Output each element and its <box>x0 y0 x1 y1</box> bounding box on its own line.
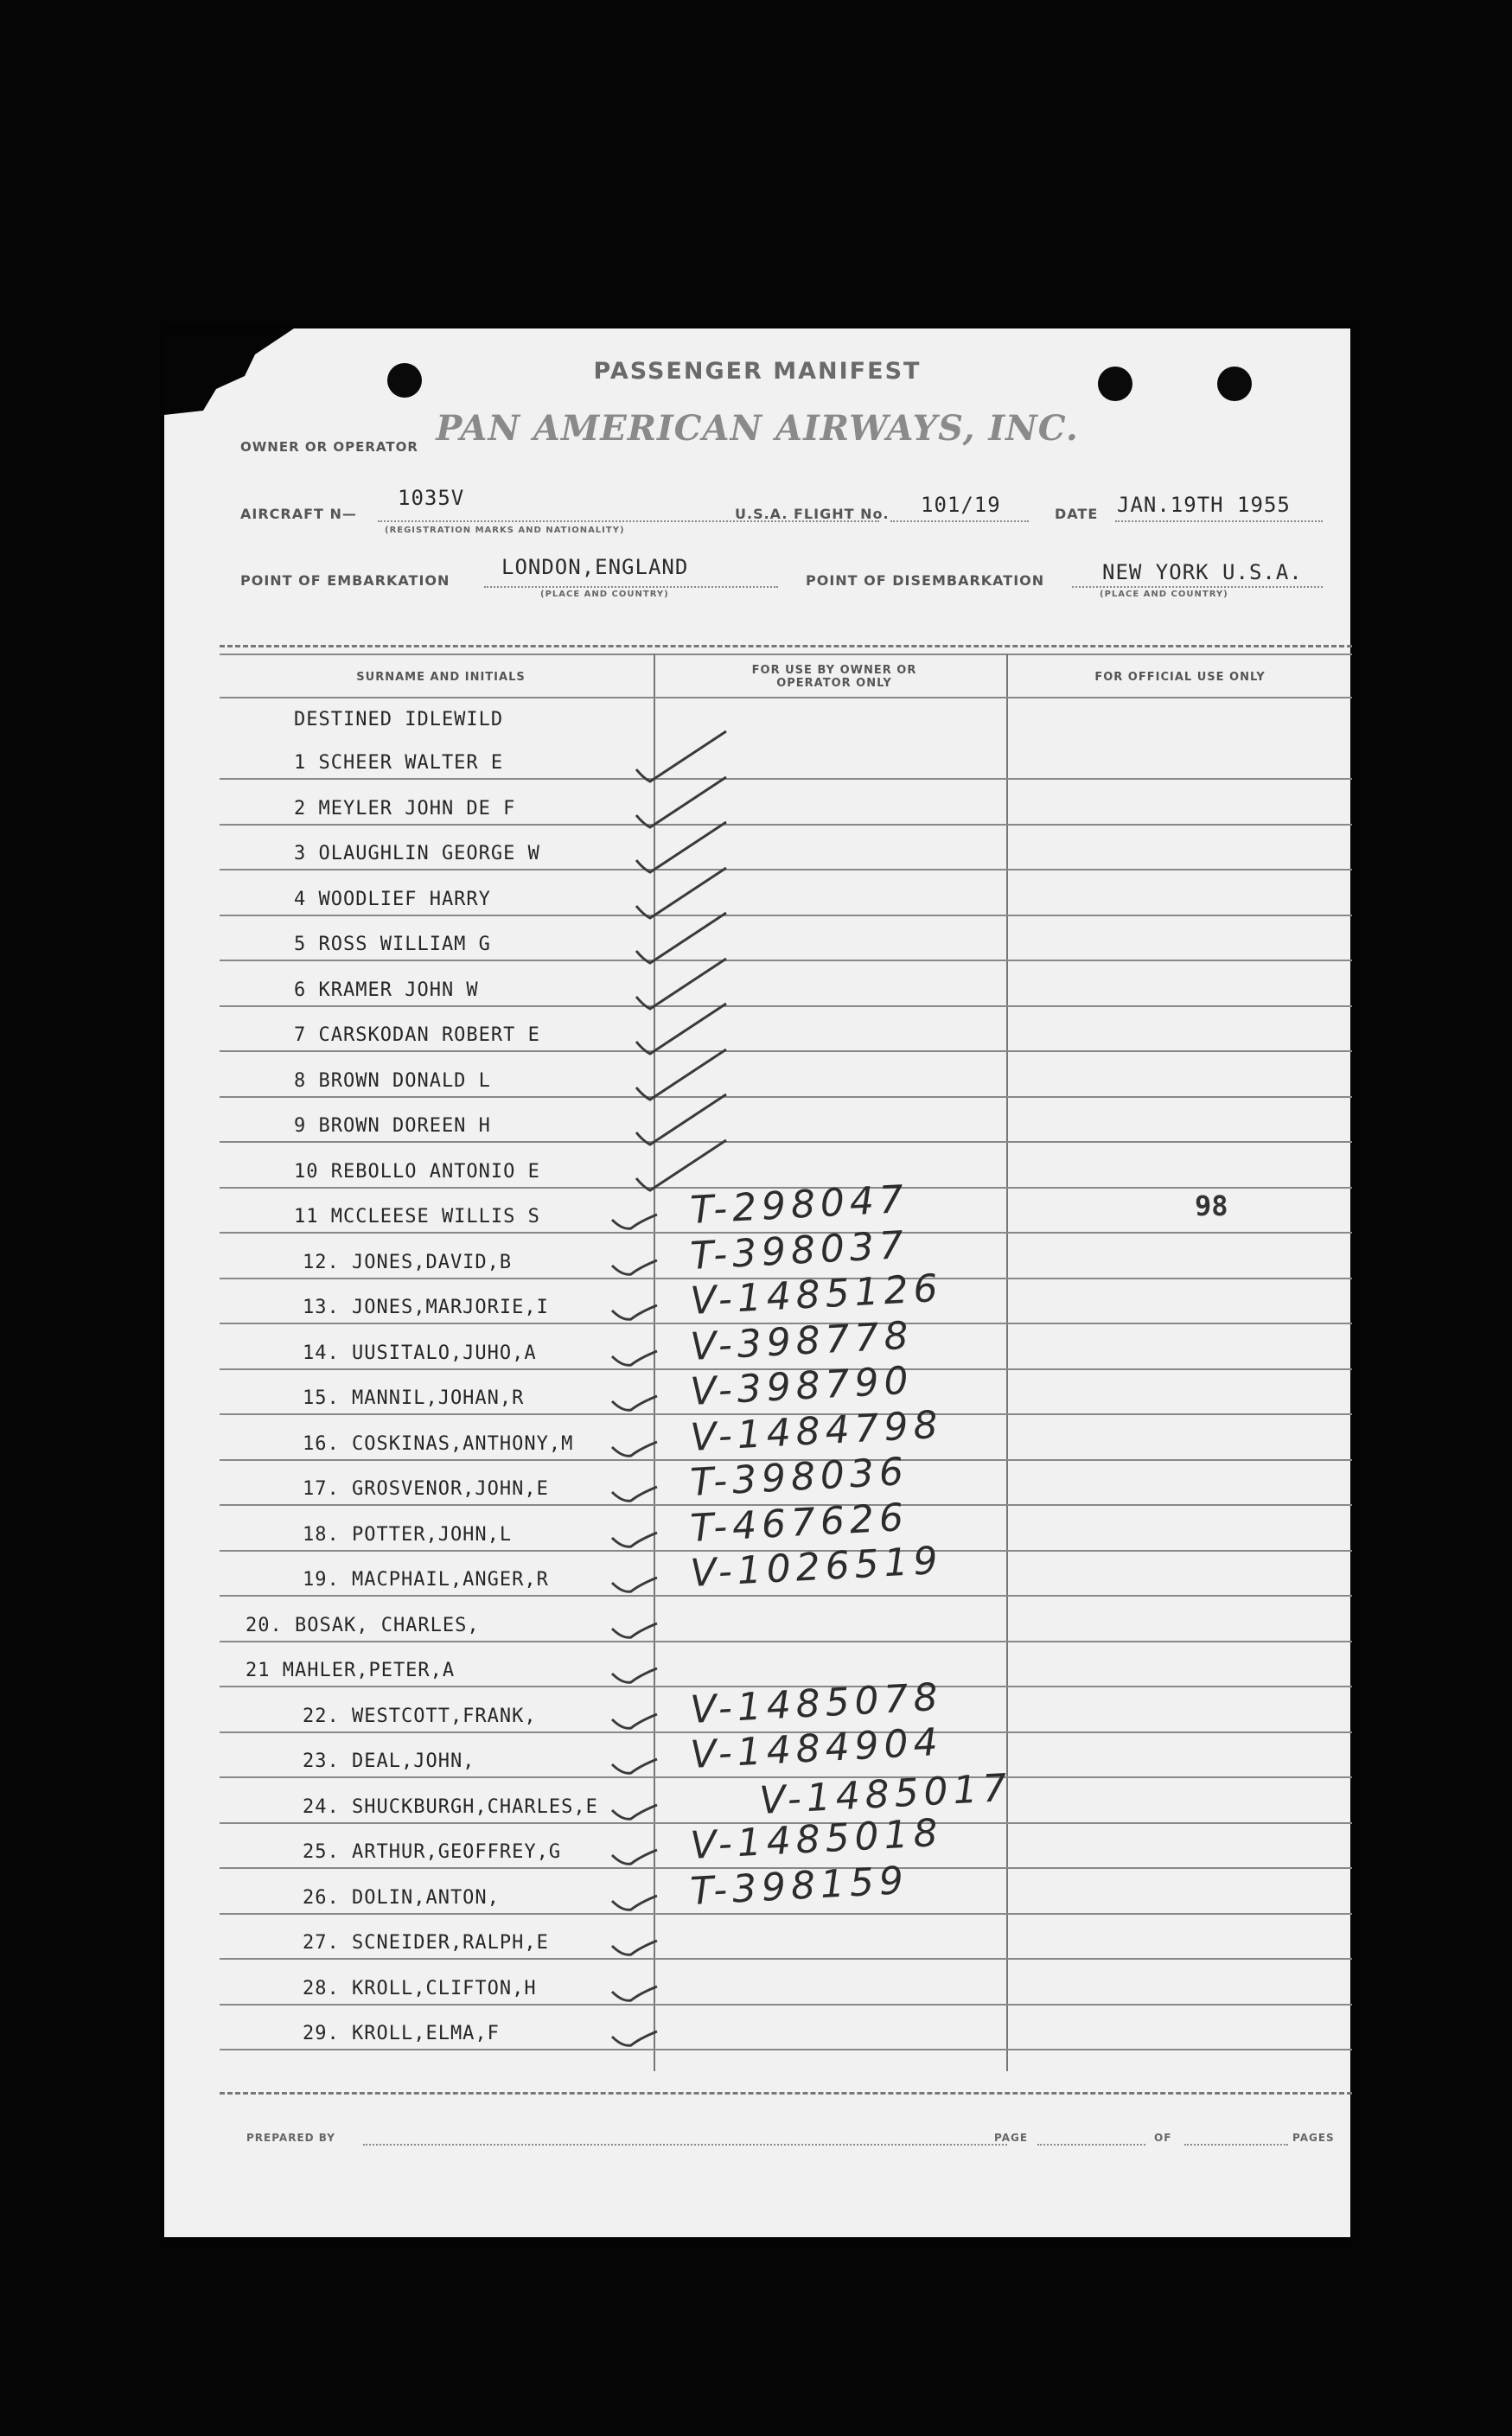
visa-number: T-467626 <box>689 1495 910 1551</box>
passenger-entry: 26. DOLIN,ANTON, <box>303 1887 500 1909</box>
official-mark: 98 <box>1195 1189 1228 1222</box>
row-rule <box>220 778 1352 780</box>
manifest-title: PASSENGER MANIFEST <box>593 358 922 385</box>
check-mark-icon <box>605 1999 709 2059</box>
passenger-entry: 5 ROSS WILLIAM G <box>294 934 491 955</box>
row-rule <box>220 960 1352 961</box>
passenger-entry: 4 WOODLIEF HARRY <box>294 889 491 910</box>
row-rule <box>220 1141 1352 1143</box>
passenger-entry: 17. GROSVENOR,JOHN,E <box>303 1478 549 1500</box>
embarkation-label: POINT OF EMBARKATION <box>240 572 450 589</box>
table-top-border <box>220 645 1352 647</box>
passenger-entry: 21 MAHLER,PETER,A <box>246 1660 456 1681</box>
flight-underline <box>890 520 1029 522</box>
visa-number: T-398037 <box>689 1222 910 1279</box>
date-label: DATE <box>1055 506 1099 522</box>
disembarkation-label: POINT OF DISEMBARKATION <box>806 572 1045 589</box>
row-rule <box>220 1958 1352 1960</box>
passenger-entry: 28. KROLL,CLIFTON,H <box>303 1978 537 1999</box>
aircraft-sublabel: (REGISTRATION MARKS AND NATIONALITY) <box>385 526 625 535</box>
passenger-entry: 1 SCHEER WALTER E <box>294 752 504 774</box>
column-divider <box>1006 654 1008 2071</box>
passenger-entry: 24. SHUCKBURGH,CHARLES,E <box>303 1796 598 1818</box>
row-rule <box>220 869 1352 870</box>
visa-number: V-398790 <box>689 1358 915 1414</box>
date-underline <box>1115 520 1323 522</box>
page-label: PAGE <box>994 2132 1029 2144</box>
column-header-surname: SURNAME AND INITIALS <box>356 671 526 684</box>
passenger-entry: 8 BROWN DONALD L <box>294 1070 491 1092</box>
disembarkation-value: NEW YORK U.S.A. <box>1102 560 1303 584</box>
of-label: OF <box>1154 2132 1172 2144</box>
passenger-entry: 23. DEAL,JOHN, <box>303 1750 475 1772</box>
destination-text: DESTINED IDLEWILD <box>294 709 504 730</box>
passenger-entry: 2 MEYLER JOHN DE F <box>294 798 516 819</box>
flight-label: U.S.A. FLIGHT No. <box>735 506 890 522</box>
passenger-entry: 27. SCNEIDER,RALPH,E <box>303 1932 549 1954</box>
passenger-entry: 29. KROLL,ELMA,F <box>303 2023 500 2044</box>
visa-number: T-398159 <box>689 1858 910 1914</box>
passenger-entry: 13. JONES,MARJORIE,I <box>303 1297 549 1318</box>
row-rule <box>220 1641 1352 1642</box>
date-value: JAN.19TH 1955 <box>1117 493 1291 517</box>
visa-number: V-1484904 <box>689 1719 944 1777</box>
embarkation-sublabel: (PLACE AND COUNTRY) <box>540 590 669 599</box>
passenger-entry: 6 KRAMER JOHN W <box>294 979 479 1001</box>
visa-number: V-1484798 <box>689 1402 944 1460</box>
passenger-entry: 19. MACPHAIL,ANGER,R <box>303 1569 549 1591</box>
visa-number: V-1485018 <box>689 1810 944 1868</box>
disembarkation-underline <box>1072 586 1323 588</box>
row-rule <box>220 2004 1352 2006</box>
passenger-entry: 20. BOSAK, CHARLES, <box>246 1615 480 1636</box>
passenger-entry: 7 CARSKODAN ROBERT E <box>294 1024 540 1046</box>
passenger-entry: 12. JONES,DAVID,B <box>303 1252 513 1273</box>
visa-number: V-1485126 <box>689 1266 944 1323</box>
row-rule <box>220 1096 1352 1098</box>
visa-number: V-1485078 <box>689 1674 944 1732</box>
pages-label: PAGES <box>1292 2132 1335 2144</box>
visa-number: T-298047 <box>689 1177 910 1233</box>
prepared-by-label: PREPARED BY <box>246 2132 335 2144</box>
row-rule <box>220 1050 1352 1052</box>
embarkation-value: LONDON,ENGLAND <box>501 555 689 579</box>
visa-number: V-1485017 <box>758 1765 1013 1823</box>
aircraft-value: 1035V <box>398 486 465 510</box>
passenger-entry: 18. POTTER,JOHN,L <box>303 1524 513 1546</box>
passenger-entry: 14. UUSITALO,JUHO,A <box>303 1342 537 1364</box>
header-rule <box>220 697 1352 698</box>
table-bottom-border <box>220 2092 1352 2095</box>
column-header-official-use: FOR OFFICIAL USE ONLY <box>1094 671 1266 684</box>
column-header-owner-use: FOR USE BY OWNER OR OPERATOR ONLY <box>751 664 917 690</box>
prepared-by-underline <box>363 2144 1007 2146</box>
row-rule <box>220 824 1352 826</box>
aircraft-label: AIRCRAFT N— <box>240 506 357 522</box>
passenger-entry: 22. WESTCOTT,FRANK, <box>303 1706 537 1727</box>
visa-number: V-398778 <box>689 1313 915 1369</box>
disembarkation-sublabel: (PLACE AND COUNTRY) <box>1100 590 1228 599</box>
of-underline <box>1184 2144 1288 2146</box>
manifest-sheet <box>164 328 1350 2237</box>
passenger-entry: 9 BROWN DOREEN H <box>294 1115 491 1137</box>
row-rule <box>220 915 1352 916</box>
owner-label: OWNER OR OPERATOR <box>240 439 418 455</box>
passenger-entry: 11 MCCLEESE WILLIS S <box>294 1206 540 1228</box>
visa-number: V-1026519 <box>689 1538 944 1596</box>
visa-number: T-398036 <box>689 1449 910 1505</box>
embarkation-underline <box>484 586 778 588</box>
passenger-entry: 3 OLAUGHLIN GEORGE W <box>294 843 540 864</box>
passenger-entry: 15. MANNIL,JOHAN,R <box>303 1387 525 1409</box>
row-rule <box>220 1005 1352 1007</box>
row-rule <box>220 1913 1352 1915</box>
passenger-entry: 16. COSKINAS,ANTHONY,M <box>303 1433 574 1455</box>
row-rule <box>220 1595 1352 1597</box>
table-top-rule <box>220 654 1352 655</box>
flight-value: 101/19 <box>921 493 1001 517</box>
page-underline <box>1037 2144 1145 2146</box>
passenger-entry: 10 REBOLLO ANTONIO E <box>294 1161 540 1183</box>
passenger-entry: 25. ARTHUR,GEOFFREY,G <box>303 1841 562 1863</box>
row-rule <box>220 2049 1352 2050</box>
operator-name: PAN AMERICAN AIRWAYS, INC. <box>436 408 1079 449</box>
